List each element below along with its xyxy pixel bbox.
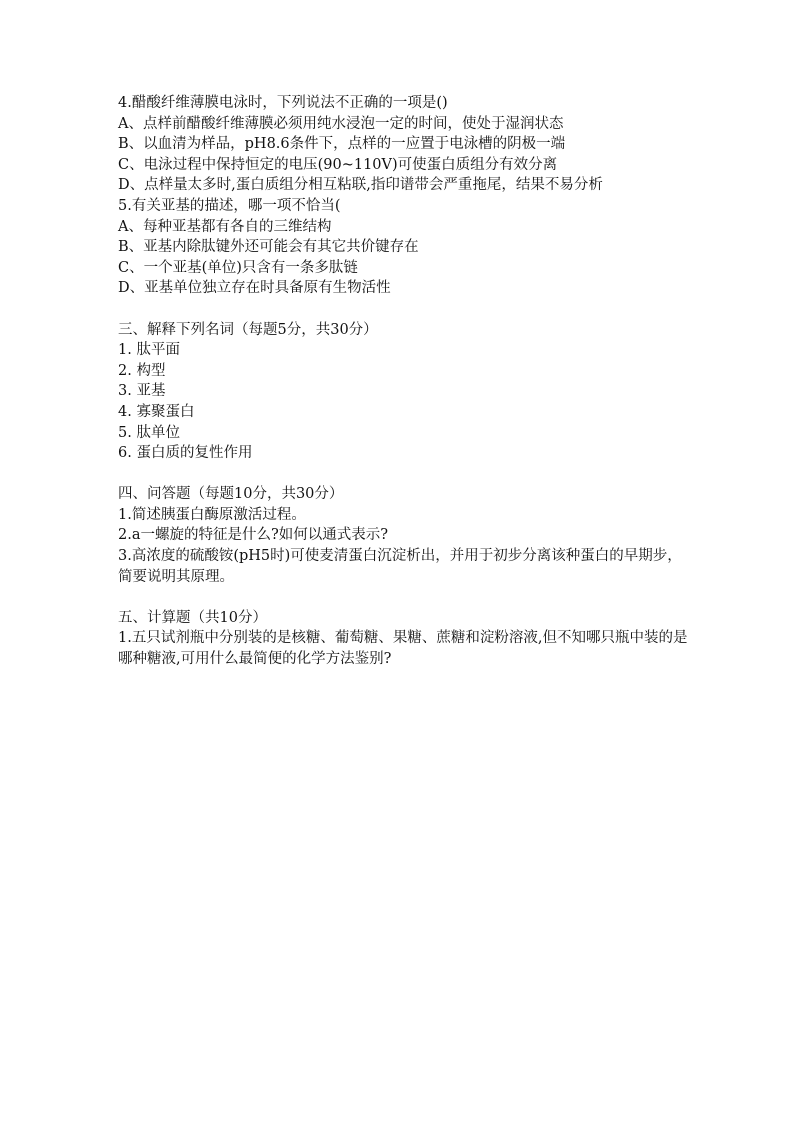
question-5-option-a: A、每种亚基都有各自的三维结构 — [118, 218, 332, 235]
document-page — [118, 93, 688, 670]
section-3-item-4: 4. 寡聚蛋白 — [118, 403, 195, 420]
question-4-stem: 4.醋酸纤维薄膜电泳时，下列说法不正确的一项是() — [118, 95, 448, 111]
section-spacer — [118, 464, 688, 485]
section-3-item-3: 3. 亚基 — [118, 383, 166, 400]
section-5-title: 五、计算题（共10分） — [118, 609, 267, 626]
question-5-stem: 5.有关亚基的描述，哪一项不恰当( — [118, 197, 341, 214]
section-3-item-6: 6. 蛋白质的复性作用 — [118, 445, 253, 462]
section-4-title: 四、问答题（每题10分，共30分） — [118, 486, 344, 503]
section-spacer — [118, 587, 688, 608]
section-4-item-3: 3.高浓度的硫酸铵(pH5时)可使麦清蛋白沉淀析出，并用于初步分离该种蛋白的早期步，简要说明其原理。 — [118, 548, 682, 585]
question-4-option-d: D、点样量太多时,蛋白质组分相互粘联,指印谱带会严重拖尾，结果不易分析 — [118, 177, 603, 194]
section-3-title: 三、解释下列名词（每题5分，共30分） — [118, 321, 378, 338]
section-4-item-2: 2.a一螺旋的特征是什么?如何以通式表示? — [118, 527, 389, 544]
section-3-item-2: 2. 构型 — [118, 362, 166, 379]
section-4-item-1: 1.简述胰蛋白酶原激活过程。 — [118, 506, 306, 523]
section-3-item-1: 1. 肽平面 — [118, 342, 180, 359]
question-5-option-b: B、亚基内除肽键外还可能会有其它共价键存在 — [118, 239, 419, 256]
question-4-option-b: B、以血清为样品，pH8.6条件下，点样的一应置于电泳槽的阴极一端 — [118, 136, 566, 153]
question-4-option-c: C、电泳过程中保持恒定的电压(90~110V)可使蛋白质组分有效分离 — [118, 156, 558, 173]
question-5-option-c: C、一个亚基(单位)只含有一条多肽链 — [118, 259, 358, 276]
section-spacer — [118, 299, 688, 320]
question-5-option-d: D、亚基单位独立存在时具备原有生物活性 — [118, 280, 391, 297]
section-3-item-5: 5. 肽单位 — [118, 424, 180, 441]
question-4-option-a: A、点样前醋酸纤维薄膜必须用纯水浸泡一定的时间，使处于湿润状态 — [118, 115, 564, 132]
section-5-item-1: 1.五只试剂瓶中分别装的是核糖、葡萄糖、果糖、蔗糖和淀粉溶液,但不知哪只瓶中装的是哪种糖液,可用什么最简便的化学方法鉴别? — [118, 630, 688, 668]
